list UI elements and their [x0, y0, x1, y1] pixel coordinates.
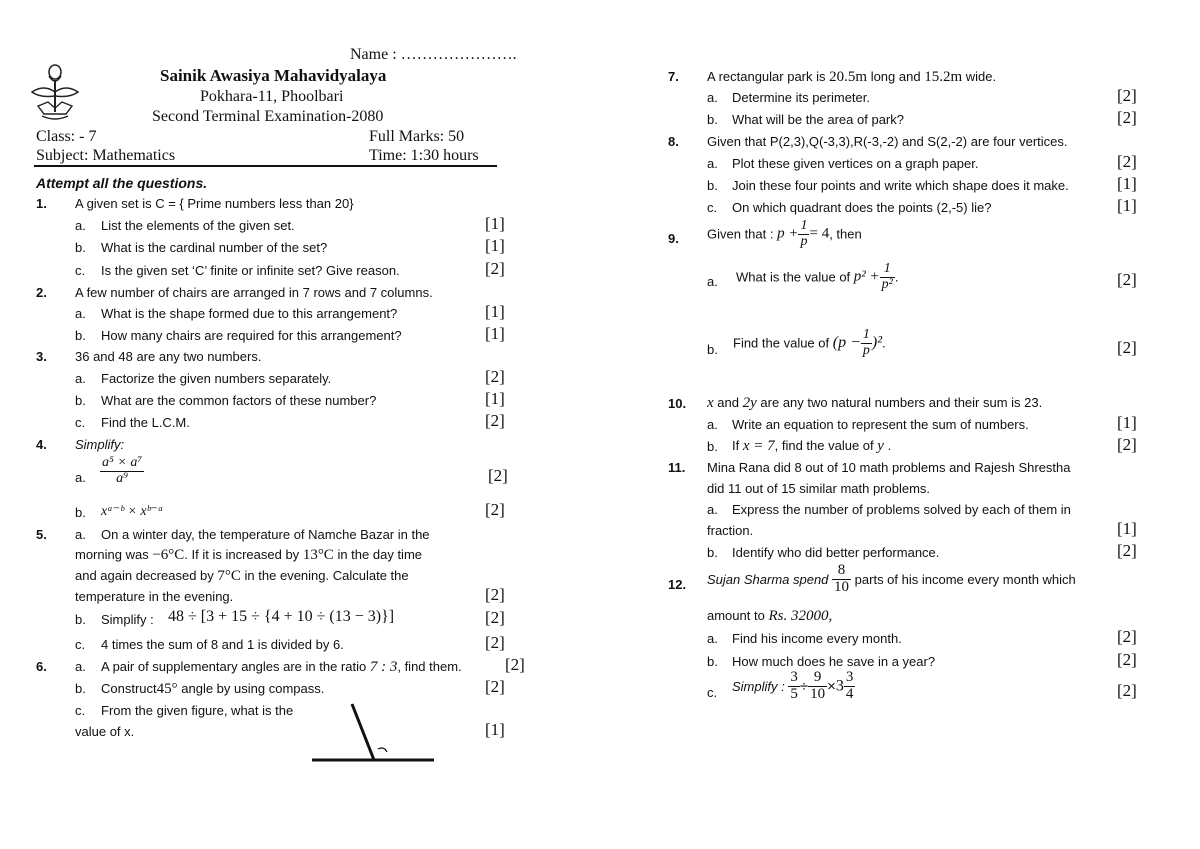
- subject-label: Subject: Mathematics: [36, 147, 176, 164]
- q10-var-2y: 2y: [742, 395, 757, 411]
- q5b-mark: [2]: [485, 608, 505, 627]
- q12c-whole: 3: [835, 677, 844, 695]
- q12c-f1-num: 3: [790, 669, 798, 685]
- q2a-text: What is the shape formed due to this arrangement?: [101, 306, 398, 321]
- q12a-label: a.: [707, 631, 718, 646]
- q10b-label: b.: [707, 439, 718, 454]
- q7b-mark: [2]: [1117, 108, 1137, 127]
- q12b-label: b.: [707, 654, 718, 669]
- q6a-line: [101, 659, 462, 676]
- q7b-label: b.: [707, 112, 718, 127]
- q12-fraction-den: 10: [834, 578, 850, 595]
- q12-fraction: [832, 563, 851, 596]
- q9-fraction-num: 1: [800, 218, 808, 233]
- q7b-text: What will be the area of park?: [732, 112, 904, 127]
- q11a-line1: Express the number of problems solved by each of them in: [732, 502, 1071, 517]
- q5a-temp3: 7°C: [217, 568, 241, 584]
- q6c-line1: From the given figure, what is the: [101, 703, 294, 718]
- q5a-line4: temperature in the evening.: [75, 589, 234, 604]
- q6b-line: [101, 681, 324, 698]
- q12c-f3-den: 4: [845, 685, 854, 702]
- q12c-text: Simplify :: [732, 678, 785, 694]
- full-marks: Full Marks: 50: [369, 128, 465, 145]
- q6b-angle: 45°: [156, 681, 178, 697]
- q5b-label: b.: [75, 612, 86, 627]
- q5a-label: a.: [75, 527, 86, 542]
- q12c-fraction2: [808, 670, 827, 703]
- q9b-fraction-num: 1: [862, 327, 870, 342]
- q8b-text: Join these four points and write which shape does it make.: [732, 178, 1069, 193]
- q9-text: Given that :: [707, 226, 774, 242]
- q4a-label: a.: [75, 470, 86, 485]
- q10b-var-y: y: [877, 438, 884, 454]
- q5a-line3: [75, 568, 409, 585]
- q3a-text: Factorize the given numbers separately.: [101, 371, 332, 386]
- q6b-label: b.: [75, 681, 86, 696]
- q10b-line: If x = 7, find the value of y .: [732, 438, 892, 454]
- q5a-line2-rest: . If it is increased by: [184, 547, 300, 562]
- q9a-mark: [2]: [1117, 270, 1137, 289]
- q2b-label: b.: [75, 328, 86, 343]
- q9b-text: Find the value of: [733, 335, 830, 351]
- q10-text: [707, 395, 1042, 412]
- q7-number: 7.: [668, 69, 679, 84]
- q4a-mark: [2]: [488, 466, 508, 485]
- q5c-text: 4 times the sum of 8 and 1 is divided by 6.: [101, 637, 344, 652]
- instruction: Attempt all the questions.: [36, 175, 208, 191]
- q4a-denominator: a⁹: [116, 470, 129, 486]
- q5a-line2-text: morning was: [75, 547, 149, 562]
- q3c-mark: [2]: [485, 411, 505, 430]
- q1a-label: a.: [75, 218, 86, 233]
- q2-number: 2.: [36, 285, 47, 300]
- q10-var-x: x: [707, 395, 714, 411]
- q1c-label: c.: [75, 263, 86, 278]
- q12-text3: amount to: [707, 608, 765, 623]
- q1-text: A given set is C = { Prime numbers less than 20}: [75, 196, 354, 211]
- q6a-ratio: 7 : 3: [369, 659, 398, 675]
- q6b-rest: angle by using compass.: [181, 681, 325, 696]
- q6c-mark: [1]: [485, 720, 505, 739]
- q9-text-line: [707, 219, 862, 249]
- q9-expr-pre: p +: [777, 225, 799, 242]
- q12-text2: parts of his income every month which: [854, 571, 1076, 587]
- q9-expr-post: = 4: [809, 225, 830, 242]
- q2a-mark: [1]: [485, 302, 505, 321]
- q5a-temp2: 13°C: [302, 547, 334, 563]
- q10a-mark: [1]: [1117, 413, 1137, 432]
- q11b-mark: [2]: [1117, 541, 1137, 560]
- q12-amount: Rs. 32000,: [768, 608, 833, 624]
- q10-text2: are any two natural numbers and their sum is 23.: [760, 395, 1043, 410]
- school-address: Pokhara-11, Phoolbari: [200, 88, 344, 105]
- q7a-text: Determine its perimeter.: [732, 90, 870, 105]
- q7-text1: A rectangular park is: [707, 69, 826, 84]
- q8b-mark: [1]: [1117, 174, 1137, 193]
- q11-text1: Mina Rana did 8 out of 10 math problems and Rajesh Shrestha: [707, 460, 1071, 475]
- angle-arc: [378, 748, 387, 752]
- q12-number: 12.: [668, 577, 687, 592]
- q10a-label: a.: [707, 417, 718, 432]
- q6a-label: a.: [75, 659, 86, 674]
- q11a-label: a.: [707, 502, 718, 517]
- q9b-expr-pre: (p −: [832, 334, 861, 352]
- q12a-mark: [2]: [1117, 627, 1137, 646]
- q12c-f2-den: 10: [810, 685, 826, 702]
- q11b-text: Identify who did better performance.: [732, 545, 940, 560]
- q7-text3: wide.: [965, 69, 997, 84]
- q2b-text: How many chairs are required for this arrangement?: [101, 328, 402, 343]
- q12c-label: c.: [707, 685, 718, 700]
- q3-number: 3.: [36, 349, 47, 364]
- q12b-mark: [2]: [1117, 650, 1137, 669]
- q5a-line1: On a winter day, the temperature of Namche Bazar in the: [101, 527, 430, 542]
- q9a-line: What is the value of p² + $\frac{1}{\text{p²}}$ .: [736, 261, 899, 292]
- school-logo: [26, 62, 84, 122]
- q3-text: 36 and 48 are any two numbers.: [75, 349, 262, 364]
- q12-line2: [707, 608, 832, 625]
- q1b-label: b.: [75, 240, 86, 255]
- q4b-mark: [2]: [485, 500, 505, 519]
- q9a-text: What is the value of: [736, 269, 851, 285]
- q12c-fraction1: [788, 670, 800, 703]
- q5a-line3-rest: in the evening. Calculate the: [244, 568, 409, 583]
- school-name: Sainik Awasiya Mahavidyalaya: [160, 66, 387, 85]
- q7-text2: long and: [870, 69, 921, 84]
- q6c-line2: value of x.: [75, 724, 135, 739]
- q10-text1: and: [717, 395, 739, 410]
- slanted-arm: [352, 704, 374, 760]
- q8a-text: Plot these given vertices on a graph paper.: [732, 156, 979, 171]
- q9b-line: Find the value of (p − $\frac{1}{p}$ )².: [733, 327, 886, 358]
- q10b-text: If: [732, 438, 740, 453]
- q9-text2: , then: [829, 226, 862, 242]
- q11-number: 11.: [668, 460, 686, 475]
- q11b-label: b.: [707, 545, 718, 560]
- q9a-expr: p² +: [853, 268, 880, 285]
- q12b-text: How much does he save in a year?: [732, 654, 936, 669]
- time-label: Time: 1:30 hours: [369, 147, 479, 164]
- q6-number: 6.: [36, 659, 47, 674]
- q3c-text: Find the L.C.M.: [101, 415, 190, 430]
- q4a-numerator: a⁵ × a⁷: [102, 455, 143, 470]
- q3b-label: b.: [75, 393, 86, 408]
- q6a-text: A pair of supplementary angles are in the ratio: [101, 659, 367, 674]
- q1c-mark: [2]: [485, 259, 505, 278]
- q9b-expr-post: )²: [871, 334, 882, 352]
- q5-number: 5.: [36, 527, 47, 542]
- q11a-mark: [1]: [1117, 519, 1137, 538]
- q1b-mark: [1]: [485, 236, 505, 255]
- q9-number: 9.: [668, 231, 679, 246]
- q6b-text: Construct: [101, 681, 157, 696]
- q5a-line3-text: and again decreased by: [75, 568, 214, 583]
- exam-title: Second Terminal Examination-2080: [152, 108, 384, 125]
- q12c-f3-num: 3: [845, 669, 854, 685]
- q9a-label: a.: [707, 274, 718, 289]
- q5b-text: Simplify :: [101, 612, 154, 627]
- q5a-line2-rest2: in the day time: [337, 547, 422, 562]
- q5c-label: c.: [75, 637, 86, 652]
- q12c-line: Simplify : $\frac{3}{5}$ ÷ $\frac{9}{10}$ ×3 $\frac{3}{4}$: [732, 669, 854, 702]
- q8-text: Given that P(2,3),Q(-3,3),R(-3,-2) and S(2,-2) are four vertices.: [707, 134, 1068, 149]
- q9-fraction-den: p: [800, 233, 808, 249]
- q2a-label: a.: [75, 306, 86, 321]
- q9b-fraction: [861, 328, 872, 358]
- q5a-line2: [75, 547, 422, 564]
- q7-width: 15.2m: [924, 69, 963, 85]
- q6a-rest: , find them.: [397, 659, 462, 674]
- q10a-text: Write an equation to represent the sum of numbers.: [732, 417, 1029, 432]
- q3b-mark: [1]: [485, 389, 505, 408]
- q8b-label: b.: [707, 178, 718, 193]
- q10b-mark: [2]: [1117, 435, 1137, 454]
- q3c-label: c.: [75, 415, 86, 430]
- q4-text: Simplify:: [75, 437, 125, 452]
- q3a-mark: [2]: [485, 367, 505, 386]
- q9b-fraction-den: p: [862, 342, 870, 358]
- q7-text: [707, 69, 996, 86]
- q3a-label: a.: [75, 371, 86, 386]
- q12-fraction-num: 8: [832, 563, 851, 580]
- q9b-label: b.: [707, 342, 718, 357]
- q11a-line2: fraction.: [707, 523, 754, 538]
- q9a-fraction-den: p²: [881, 276, 893, 292]
- q8a-mark: [2]: [1117, 152, 1137, 171]
- q9b-mark: [2]: [1117, 338, 1137, 357]
- q1a-mark: [1]: [485, 214, 505, 233]
- q7a-label: a.: [707, 90, 718, 105]
- q10-number: 10.: [668, 396, 687, 411]
- q10b-value: x = 7: [742, 438, 775, 454]
- q8c-mark: [1]: [1117, 196, 1137, 215]
- q6b-mark: [2]: [485, 677, 505, 696]
- q12a-text: Find his income every month.: [732, 631, 902, 646]
- q4-number: 4.: [36, 437, 47, 452]
- q1-number: 1.: [36, 196, 47, 211]
- q5c-mark: [2]: [485, 633, 505, 652]
- q2b-mark: [1]: [485, 324, 505, 343]
- q12c-f2-num: 9: [808, 670, 827, 687]
- q12c-mark: [2]: [1117, 681, 1137, 700]
- q5b-expression: 48 ÷ [3 + 15 ÷ {4 + 10 ÷ (13 − 3)}]: [168, 608, 395, 625]
- q9-fraction: [798, 219, 809, 249]
- q11-text2: did 11 out of 15 similar math problems.: [707, 481, 931, 496]
- name-field-label: Name : ………………….: [350, 46, 517, 63]
- q12-line1: [707, 563, 1076, 596]
- class-label: Class: - 7: [36, 128, 97, 145]
- q6a-mark: [2]: [505, 655, 525, 674]
- q6c-label: c.: [75, 703, 86, 718]
- q8c-text: On which quadrant does the points (2,-5) lie?: [732, 200, 992, 215]
- q9a-fraction-num: 1: [880, 262, 895, 278]
- angle-figure: [308, 700, 438, 766]
- q8a-label: a.: [707, 156, 718, 171]
- q7a-mark: [2]: [1117, 86, 1137, 105]
- q12-text1: Sujan Sharma spend: [707, 571, 829, 587]
- header-divider: [34, 165, 497, 167]
- q8c-label: c.: [707, 200, 718, 215]
- q1c-text: Is the given set ‘C’ finite or infinite set? Give reason.: [101, 263, 400, 278]
- q9a-fraction: [880, 262, 895, 292]
- q3b-text: What are the common factors of these number?: [101, 393, 377, 408]
- q5a-mark: [2]: [485, 585, 505, 604]
- q2-text: A few number of chairs are arranged in 7 rows and 7 columns.: [75, 285, 433, 300]
- q1a-text: List the elements of the given set.: [101, 218, 295, 233]
- q12c-f1-den: 5: [790, 685, 798, 702]
- q1b-text: What is the cardinal number of the set?: [101, 240, 328, 255]
- q4b-expression: xᵃ⁻ᵇ × xᵇ⁻ᵃ: [101, 504, 164, 519]
- q7-length: 20.5m: [829, 69, 868, 85]
- q4b-label: b.: [75, 505, 86, 520]
- q8-number: 8.: [668, 134, 679, 149]
- q12c-fraction3: [844, 670, 856, 703]
- q10b-rest: , find the value of: [774, 438, 874, 453]
- q5a-temp1: −6°C: [152, 547, 185, 563]
- q4a-fraction: [100, 456, 144, 486]
